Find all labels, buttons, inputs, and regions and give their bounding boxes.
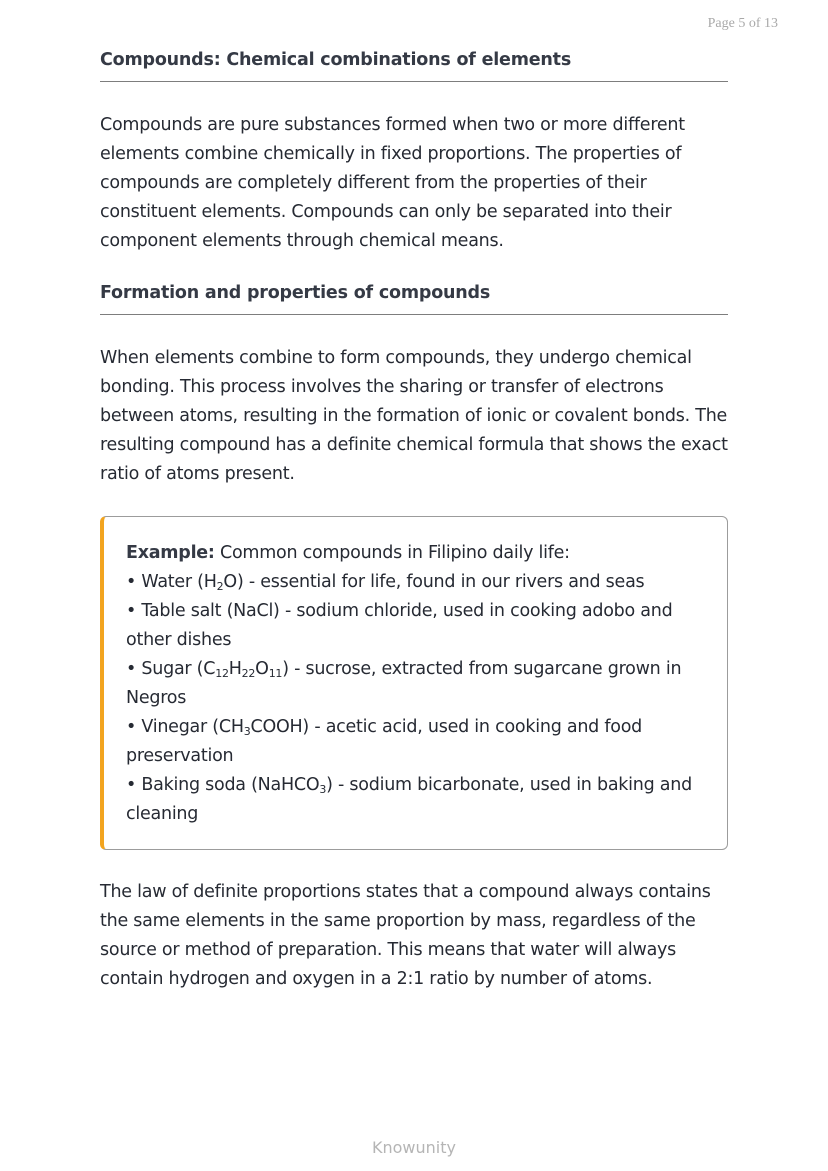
footer-brand: Knowunity <box>372 1138 456 1157</box>
example-intro: Example: Common compounds in Filipino daily life: <box>126 543 570 563</box>
example-item-vinegar: • Vinegar $(CH_3COOH)$ - acetic acid, used in cooking and food preservation <box>126 717 643 766</box>
section-heading-formation: Formation and properties of compounds <box>100 283 728 315</box>
example-item-water: • Water $(H_2O)$ - essential for life, found in our rivers and seas <box>126 572 645 593</box>
page-indicator: Page 5 of 13 <box>707 16 778 31</box>
formation-paragraph: When elements combine to form compounds, they undergo chemical bonding. This process involves the sharing or transfer of electrons between atoms, resulting in the formation of ionic or covalent bonds. The resulting compound has a definite chemical formula that shows the exact ratio of atoms present. <box>100 348 728 484</box>
example-item-sugar: • Sugar $(C_{12}H_{22}O_{11})$ - sucrose, extracted from sugarcane grown in Negros <box>126 659 682 708</box>
definite-proportions-paragraph: The law of definite proportions states that a compound always contains the same elements in the same proportion by mass, regardless of the source or method of preparation. This means that water will always contain hydrogen and oxygen in a 2:1 ratio by number of atoms. <box>100 882 711 989</box>
section-heading-compounds: Compounds: Chemical combinations of elements <box>100 50 728 82</box>
compounds-paragraph: Compounds are pure substances formed when two or more different elements combine chemically in fixed proportions. The properties of compounds are completely different from the properties of their constituent elements. Compounds can only be separated into their component elements through chemical means. <box>100 115 685 251</box>
example-callout <box>100 516 728 850</box>
example-item-salt: • Table salt (NaCl) - sodium chloride, used in cooking adobo and other dishes <box>126 601 673 650</box>
example-item-baking-soda: • Baking soda (NaHCO$_3$) - sodium bicarbonate, used in baking and cleaning <box>126 775 692 824</box>
document-body <box>100 50 728 994</box>
example-label: Example: <box>126 543 215 563</box>
